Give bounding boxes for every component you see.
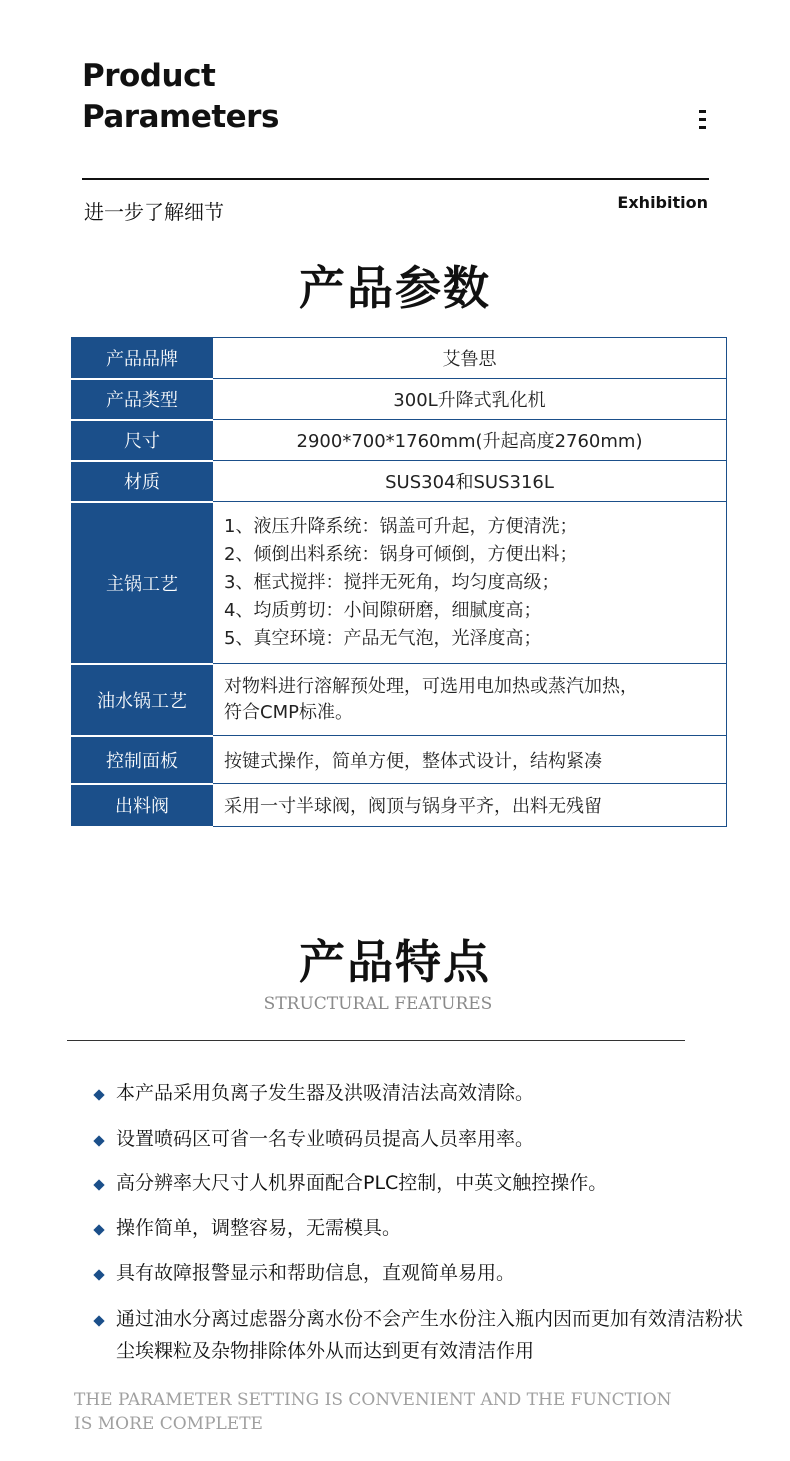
title-line-2: Parameters [82,99,279,135]
feature-text: 具有故障报警显示和帮助信息，直观简单易用。 [116,1262,516,1284]
diamond-bullet-icon [93,1135,104,1146]
diamond-bullet-icon [93,1315,104,1326]
feature-item [95,1262,755,1289]
features-subtitle: STRUCTURAL FEATURES [263,994,493,1014]
feature-text: 操作简单，调整容易，无需模具。 [116,1217,402,1239]
feature-item [95,1128,755,1155]
page-title [82,56,279,138]
params-table [71,337,727,828]
header-divider [82,178,709,180]
feature-item [95,1172,755,1199]
feature-item [95,1308,755,1367]
feature-item [95,1082,755,1109]
param-label: 主锅工艺 [72,502,213,664]
footer-slogan [74,1388,714,1436]
feature-item [95,1217,755,1244]
feature-text: 本产品采用负离子发生器及洪吸清洁法高效清除。 [116,1082,535,1104]
table-row [72,664,727,736]
param-value: 采用一寸半球阀，阀顶与锅身平齐，出料无残留 [213,784,727,827]
exhibition-label: Exhibition [617,193,708,212]
param-label: 产品品牌 [72,338,213,379]
diamond-bullet-icon [93,1089,104,1100]
param-value: 2900*700*1760mm(升起高度2760mm) [213,420,727,461]
param-value [213,502,727,664]
feature-text: 设置喷码区可省一名专业喷码员提高人员率用率。 [116,1128,535,1150]
param-value: SUS304和SUS316L [213,461,727,502]
param-value: 按键式操作，简单方便，整体式设计，结构紧凑 [213,736,727,784]
params-title: 产品参数 [299,261,491,315]
diamond-bullet-icon [93,1179,104,1190]
process-line: 对物料进行溶解预处理，可选用电加热或蒸汽加热， [224,675,638,697]
feature-text: 通过油水分离过虑器分离水份不会产生水份注入瓶内因而更加有效清洁粉状尘埃粿粒及杂物排除体外从而达到更有效清洁作用 [116,1308,744,1362]
process-line: 5、真空环境：产品无气泡，光泽度高； [224,627,542,649]
features-divider [67,1040,685,1041]
table-row [72,379,727,420]
feature-text: 高分辨率大尺寸人机界面配合PLC控制，中英文触控操作。 [116,1172,608,1194]
menu-icon[interactable] [699,110,707,130]
param-value: 300L升降式乳化机 [213,379,727,420]
param-label: 尺寸 [72,420,213,461]
param-label: 油水锅工艺 [72,664,213,736]
process-line: 2、倾倒出料系统：锅身可倾倒，方便出料； [224,543,578,565]
diamond-bullet-icon [93,1224,104,1235]
param-label: 产品类型 [72,379,213,420]
diamond-bullet-icon [93,1269,104,1280]
param-label: 材质 [72,461,213,502]
process-line: 符合CMP标准。 [224,701,353,723]
table-row [72,736,727,784]
title-line-1: Product [82,58,216,94]
table-row [72,461,727,502]
footer-line-2: IS MORE COMPLETE [74,1414,263,1434]
table-row [72,420,727,461]
features-title: 产品特点 [299,935,491,989]
process-line: 3、框式搅拌：搅拌无死角，均匀度高级； [224,571,560,593]
table-row [72,784,727,827]
param-value: 艾鲁思 [213,338,727,379]
process-line: 4、均质剪切：小间隙研磨，细腻度高； [224,599,542,621]
param-label: 出料阀 [72,784,213,827]
param-value [213,664,727,736]
process-line: 1、液压升降系统：锅盖可升起，方便清洗； [224,515,578,537]
header-subtitle: 进一步了解细节 [84,200,224,224]
param-label: 控制面板 [72,736,213,784]
table-row [72,338,727,379]
footer-line-1: THE PARAMETER SETTING IS CONVENIENT AND THE FUNCTION [74,1390,672,1410]
table-row [72,502,727,664]
